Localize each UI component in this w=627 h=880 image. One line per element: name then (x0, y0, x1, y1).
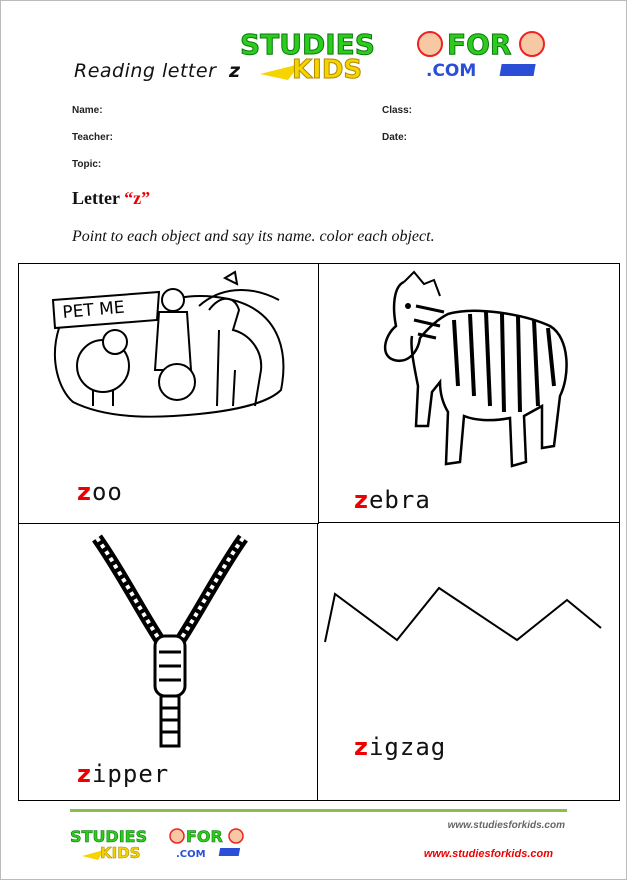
footer-site-link-red[interactable]: www.studiesforkids.com (423, 848, 553, 860)
word-zoo (77, 478, 123, 506)
footer-site-link-gray[interactable]: www.studiesforkids.com (447, 820, 565, 831)
footer-logo-book-icon (219, 848, 240, 856)
logo-studies-text: STUDIES (240, 28, 375, 61)
word-zebra-rest: ebra (368, 486, 431, 514)
picture-grid (18, 263, 620, 801)
logo-face-icon (418, 32, 442, 56)
class-field-label: Class: (382, 105, 413, 116)
letter-heading-letter: “z” (124, 188, 151, 208)
grid-divider-vertical-bottom (317, 523, 318, 800)
word-zebra-first-letter: z (354, 486, 369, 514)
footer-divider (70, 809, 567, 812)
word-zoo-rest: oo (91, 478, 123, 506)
grid-divider-horizontal-left (19, 523, 319, 524)
footer-logo-face-icon (170, 829, 184, 843)
logo-face-icon-2 (520, 32, 544, 56)
logo-kids-text: KIDS (292, 55, 363, 84)
grid-divider-horizontal-right (318, 522, 619, 523)
date-field-label: Date: (382, 132, 408, 143)
word-zipper (77, 760, 169, 788)
zoo-sign-text: PET ME (61, 297, 126, 323)
zigzag-icon (321, 578, 607, 650)
grid-divider-vertical-top (318, 264, 319, 523)
logo-for-text: FOR (447, 28, 512, 61)
logo-book-icon (500, 64, 536, 76)
letter-heading (72, 188, 150, 209)
footer-logo-com-text: .COM (176, 849, 206, 860)
topic-field-label: Topic: (72, 159, 102, 170)
name-field-label: Name: (72, 105, 103, 116)
studies-for-kids-logo-footer (70, 826, 260, 862)
footer-logo-face-icon-2 (229, 829, 243, 843)
word-zigzag-rest: igzag (368, 733, 447, 761)
worksheet-title-letter: z (229, 60, 241, 82)
word-zebra (354, 486, 431, 514)
word-zigzag-first-letter: z (354, 733, 369, 761)
teacher-field-label: Teacher: (72, 132, 113, 143)
logo-com-text: .COM (426, 61, 477, 81)
footer-logo-kids-text: KIDS (100, 844, 141, 862)
word-zoo-first-letter: z (77, 478, 92, 506)
worksheet-title: Reading letter (74, 60, 217, 82)
word-zigzag (354, 733, 446, 761)
footer-logo-studies-text: STUDIES (70, 827, 148, 846)
word-zipper-first-letter: z (77, 760, 92, 788)
zipper-icon (81, 532, 261, 756)
petting-zoo-icon (49, 270, 289, 420)
studies-for-kids-logo (240, 28, 570, 84)
instructions-text: Point to each object and say its name. color each object. (72, 228, 435, 245)
word-zipper-rest: ipper (91, 760, 170, 788)
zebra-icon (374, 266, 574, 476)
letter-heading-prefix: Letter (72, 188, 125, 208)
footer-logo-for-text: FOR (186, 827, 223, 846)
